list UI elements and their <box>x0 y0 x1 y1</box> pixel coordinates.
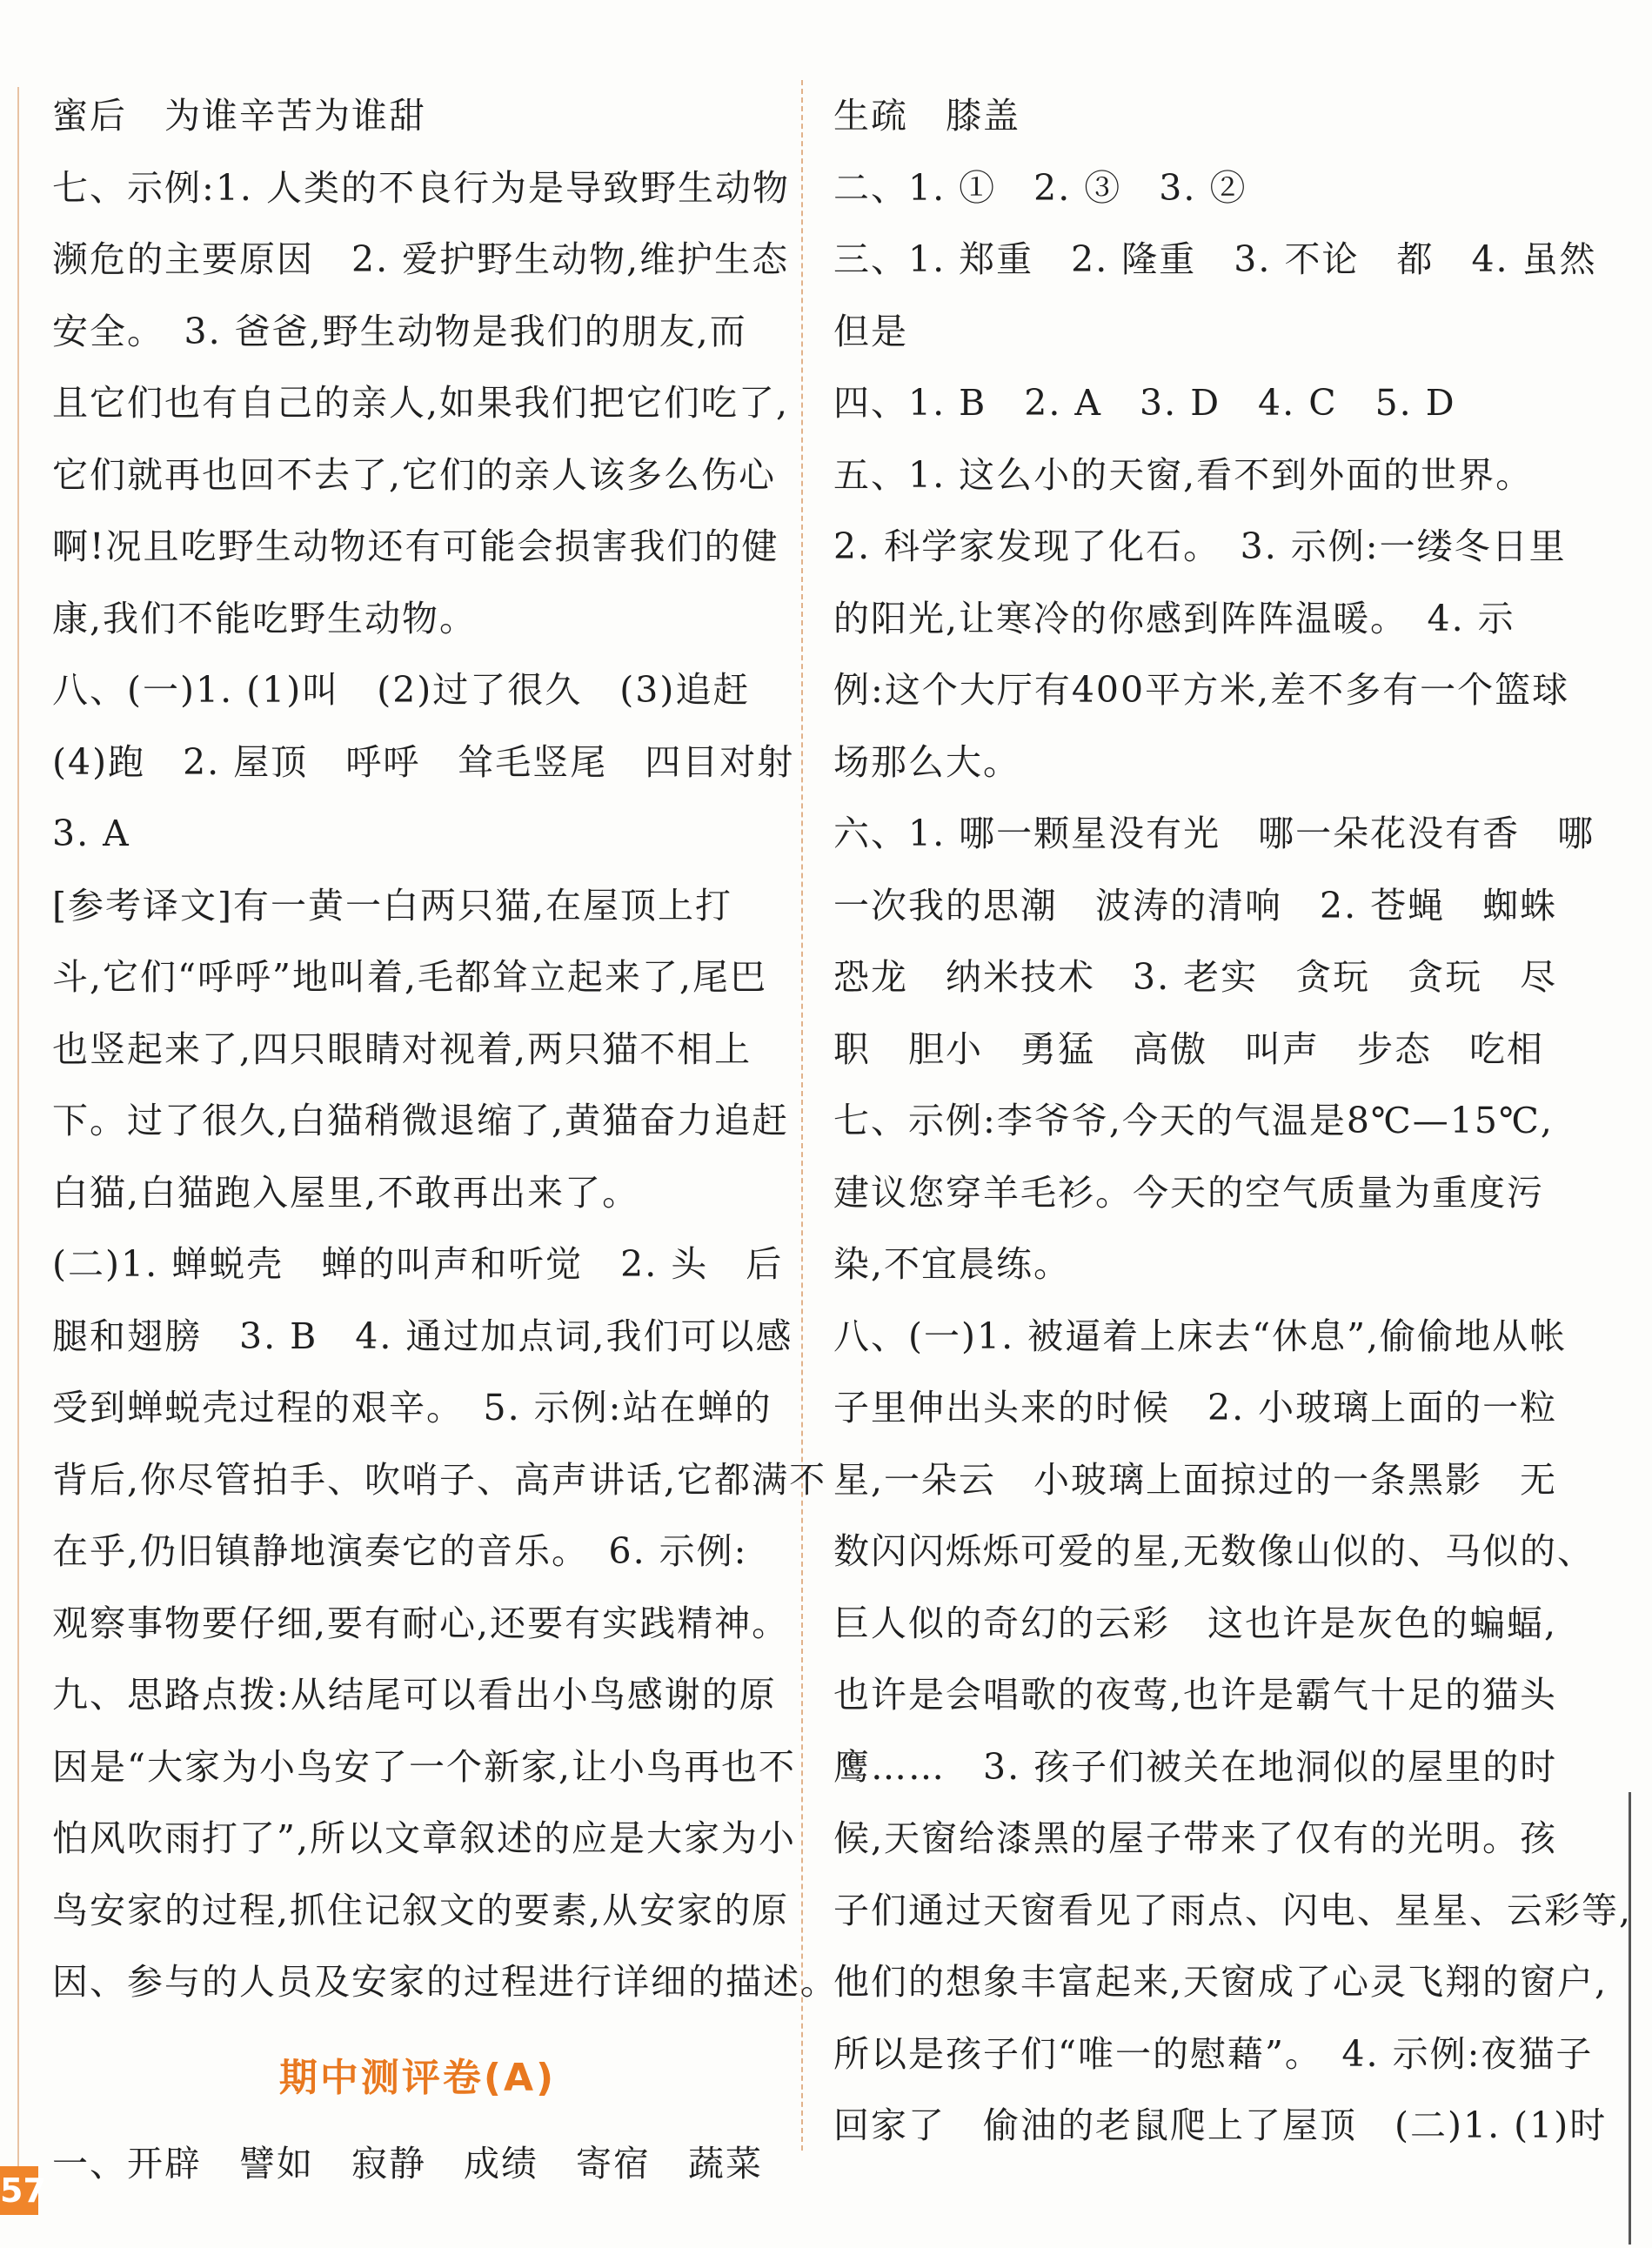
text-line: 它们就再也回不去了,它们的亲人该多么伤心 <box>52 453 777 496</box>
text-line: 鸟安家的过程,抓住记叙文的要素,从安家的原 <box>52 1889 790 1931</box>
text-line: 观察事物要仔细,要有耐心,还要有实践精神。 <box>52 1602 790 1644</box>
section-title: 期中测评卷(A) <box>278 2055 557 2100</box>
text-line: 职 胆小 勇猛 高傲 叫声 步态 吃相 <box>833 1027 1544 1070</box>
page-number-badge: 57 <box>0 2166 38 2215</box>
left-column <box>52 80 838 2199</box>
text-line: 二、1. ① 2. ③ 3. ② <box>833 166 1247 209</box>
text-line: 蜜后 为谁辛苦为谁甜 <box>52 95 426 137</box>
text-line: 染,不宜晨练。 <box>833 1243 1072 1285</box>
text-line: 生疏 膝盖 <box>833 95 1020 137</box>
text-line: 且它们也有自己的亲人,如果我们把它们吃了, <box>52 382 790 424</box>
right-column <box>833 80 1633 2162</box>
text-line: 回家了 偷油的老鼠爬上了屋顶 (二)1. (1)时 <box>833 2104 1608 2146</box>
text-line: 八、(一)1. 被逼着上床去“休息”,偷偷地从帐 <box>833 1315 1568 1357</box>
text-line: 六、1. 哪一颗星没有光 哪一朵花没有香 哪 <box>833 813 1595 854</box>
text-line: 巨人似的奇幻的云彩 这也许是灰色的蝙蝠, <box>833 1602 1558 1644</box>
text-line: 一次我的思潮 波涛的清响 2. 苍蝇 蜘蛛 <box>833 884 1558 927</box>
text-line: 三、1. 郑重 2. 隆重 3. 不论 都 4. 虽然 <box>833 238 1597 280</box>
text-line: 所以是孩子们“唯一的慰藉”。 4. 示例:夜猫子 <box>833 2032 1594 2075</box>
text-line: 也竖起来了,四只眼睛对视着,两只猫不相上 <box>52 1027 752 1070</box>
text-line: 在乎,仍旧镇静地演奏它的音乐。 6. 示例: <box>52 1530 748 1572</box>
text-line: 但是 <box>833 310 908 352</box>
text-line: 啊!况且吃野生动物还有可能会损害我们的健 <box>52 525 779 567</box>
text-line: 3. A <box>52 813 130 854</box>
text-line: 安全。 3. 爸爸,野生动物是我们的朋友,而 <box>52 310 747 352</box>
column-divider <box>801 80 803 2151</box>
text-line: [参考译文]有一黄一白两只猫,在屋顶上打 <box>52 884 733 927</box>
text-line: 因、参与的人员及安家的过程进行详细的描述。 <box>52 1961 838 2003</box>
text-line: 恐龙 纳米技术 3. 老实 贪玩 贪玩 尽 <box>833 956 1558 998</box>
text-line: 九、思路点拨:从结尾可以看出小鸟感谢的原 <box>52 1674 777 1716</box>
text-line: 他们的想象丰富起来,天窗成了心灵飞翔的窗户, <box>833 1961 1609 2003</box>
text-line: 候,天窗给漆黑的屋子带来了仅有的光明。孩 <box>833 1817 1558 1859</box>
text-line: 也许是会唱歌的夜莺,也许是霸气十足的猫头 <box>833 1674 1558 1716</box>
text-line: 七、示例:李爷爷,今天的气温是8℃—15℃, <box>833 1100 1554 1141</box>
text-line: 怕风吹雨打了”,所以文章叙述的应是大家为小 <box>52 1817 796 1859</box>
text-line: 子里伸出头来的时候 2. 小玻璃上面的一粒 <box>833 1387 1558 1428</box>
text-line: (4)跑 2. 屋顶 呼呼 耸毛竖尾 四目对射 <box>52 740 795 783</box>
text-line: 的阳光,让寒冷的你感到阵阵温暖。 4. 示 <box>833 597 1515 639</box>
text-line: 康,我们不能吃野生动物。 <box>52 597 478 639</box>
text-line: 一、开辟 譬如 寂静 成绩 寄宿 蔬菜 <box>52 2142 763 2184</box>
text-line: 七、示例:1. 人类的不良行为是导致野生动物 <box>52 166 790 209</box>
text-line: 建议您穿羊毛衫。今天的空气质量为重度污 <box>833 1171 1544 1214</box>
text-line: 腿和翅膀 3. B 4. 通过加点词,我们可以感 <box>52 1315 793 1357</box>
text-line: 下。过了很久,白猫稍微退缩了,黄猫奋力追赶 <box>52 1100 790 1141</box>
text-line: 白猫,白猫跑入屋里,不敢再出来了。 <box>52 1171 640 1214</box>
text-line: 场那么大。 <box>833 740 1020 783</box>
binding-edge-line <box>1629 1792 1631 2245</box>
text-line: 星,一朵云 小玻璃上面掠过的一条黑影 无 <box>833 1458 1558 1501</box>
text-line: 2. 科学家发现了化石。 3. 示例:一缕冬日里 <box>833 525 1567 567</box>
text-line: 子们通过天窗看见了雨点、闪电、星星、云彩等, <box>833 1889 1633 1931</box>
text-line: 四、1. B 2. A 3. D 4. C 5. D <box>833 382 1456 424</box>
text-line: 五、1. 这么小的天窗,看不到外面的世界。 <box>833 453 1534 496</box>
text-line: 因是“大家为小鸟安了一个新家,让小鸟再也不 <box>52 1745 796 1788</box>
text-line: 八、(一)1. (1)叫 (2)过了很久 (3)追赶 <box>52 669 751 711</box>
text-line: (二)1. 蝉蜕壳 蝉的叫声和听觉 2. 头 后 <box>52 1243 784 1285</box>
text-line: 斗,它们“呼呼”地叫着,毛都耸立起来了,尾巴 <box>52 956 768 998</box>
text-line: 例:这个大厅有400平方米,差不多有一个篮球 <box>833 669 1570 711</box>
left-margin-line <box>17 87 19 2166</box>
text-line: 鹰…… 3. 孩子们被关在地洞似的屋里的时 <box>833 1745 1558 1788</box>
text-line: 背后,你尽管拍手、吹哨子、高声讲话,它都满不 <box>52 1458 827 1501</box>
text-line: 数闪闪烁烁可爱的星,无数像山似的、马似的、 <box>833 1530 1595 1572</box>
text-line: 濒危的主要原因 2. 爱护野生动物,维护生态 <box>52 238 790 280</box>
text-line: 受到蝉蜕壳过程的艰辛。 5. 示例:站在蝉的 <box>52 1387 772 1428</box>
